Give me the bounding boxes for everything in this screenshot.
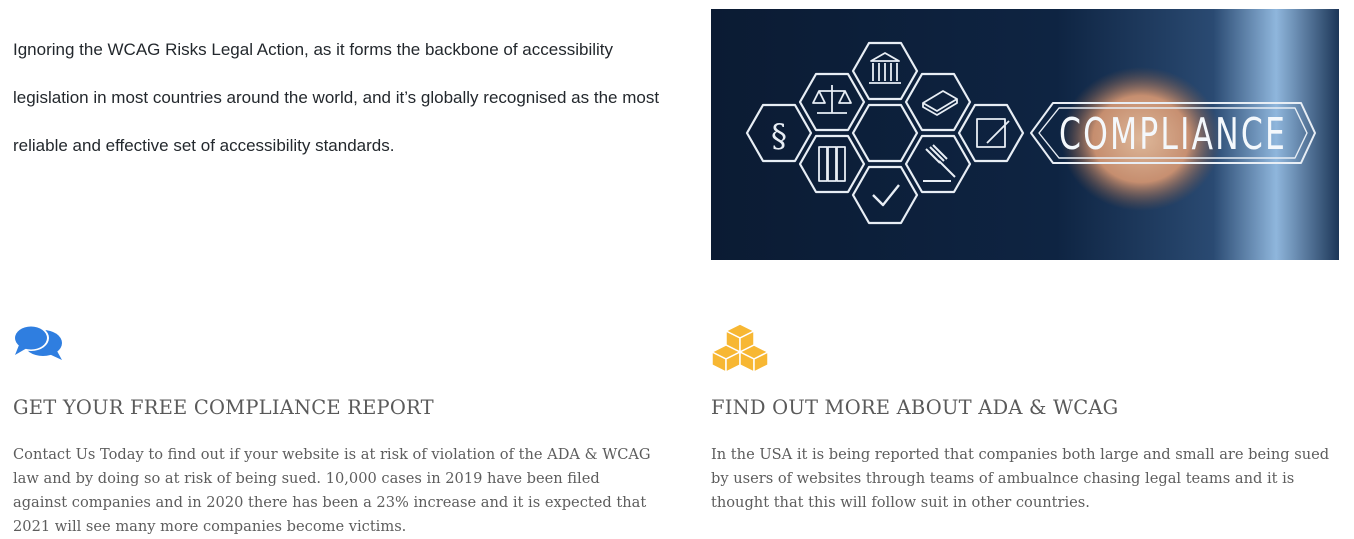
free-report-text: Contact Us Today to find out if your website is at risk of violation of the ADA & WCAG law and by doing so at risk of being sued. 10,000 cases in 2019 have been filed against companies and in 2020 there has been a 23% increase and it is expected that 2021 will see many more companies become victims. [13, 446, 651, 535]
compliance-hero-image [711, 9, 1339, 260]
svg-text:§: § [771, 117, 787, 155]
cubes-icon [711, 322, 771, 377]
ada-wcag-text: In the USA it is being reported that companies both large and small are being sued by users of websites through teams of ambualnce chasing legal teams and it is thought that this will follow suit in other countries. [711, 446, 1330, 511]
free-report-heading: GET YOUR FREE COMPLIANCE REPORT [13, 396, 434, 419]
intro-paragraph: Ignoring the WCAG Risks Legal Action, as it forms the backbone of accessibility legislation in most countries around the world, and it’s globally recognised as the most reliable and effective set of accessibility standards. [13, 40, 660, 155]
chat-bubbles-icon [13, 322, 63, 367]
ada-wcag-heading: FIND OUT MORE ABOUT ADA & WCAG [711, 396, 1119, 419]
compliance-banner-text: COMPLIANCE [1059, 109, 1287, 160]
